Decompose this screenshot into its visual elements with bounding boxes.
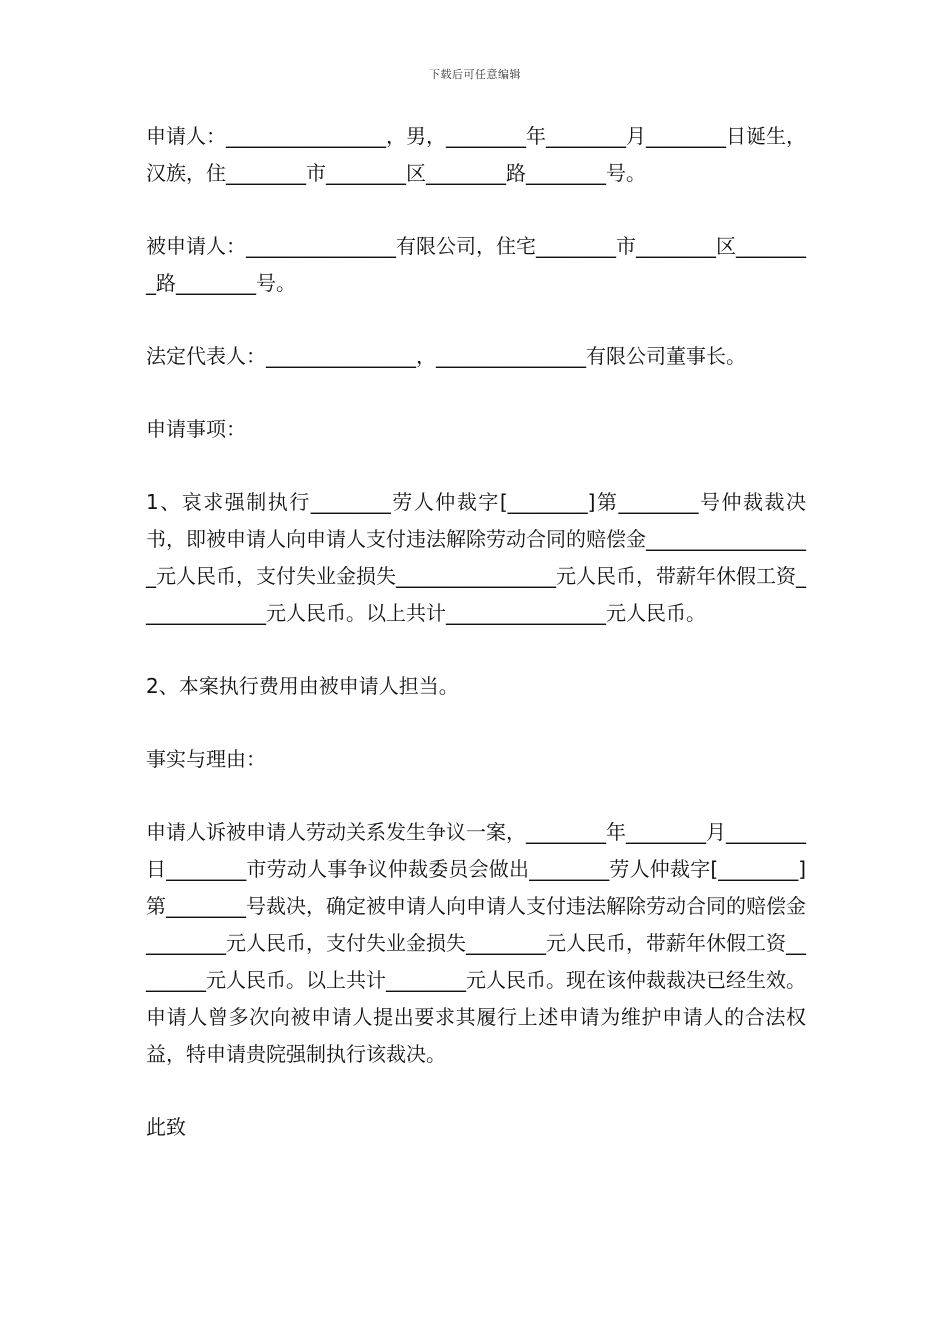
facts-heading: 事实与理由： xyxy=(146,747,266,771)
requests-heading: 申请事项： xyxy=(146,417,246,441)
facts-paragraph: 申请人诉被申请人劳动关系发生争议一案，________年________月________日________市劳动人事争议仲裁委员会做出________劳人仲裁字[________]第________号裁决，确定被申请人向申请人支付违法解除劳动合同的赔偿金________元人民币，支付失业金损失________元人民币，带薪年休假工资________元人民币。以上共计________元人民币。现在该仲裁裁决已经生效。申请人曾多次向被申请人提出要求其履行上述申请为维护申请人的合法权益，特申请贵院强制执行该裁决。 xyxy=(146,820,806,1066)
legal-representative-paragraph: 法定代表人：_______________，_______________有限公司董事长。 xyxy=(146,344,746,368)
respondent-paragraph: 被申请人：_______________有限公司，住宅________市________区________路________号。 xyxy=(146,234,806,295)
document-body xyxy=(146,118,806,1146)
request-item-2: 2、本案执行费用由被申请人担当。 xyxy=(146,674,459,698)
page-header: 下载后可任意编辑 xyxy=(429,68,521,81)
applicant-paragraph: 申请人：________________，男，________年________月________日诞生，汉族，住________市________区________路________号。 xyxy=(146,124,806,185)
request-item-1: 1、哀求强制执行________劳人仲裁字[________]第________号仲裁裁决书，即被申请人向申请人支付违法解除劳动合同的赔偿金_________________元人民币，支付失业金损失________________元人民币，带薪年休假工资_____________元人民币。以上共计________________元人民币。 xyxy=(146,490,806,625)
closing-salutation: 此致 xyxy=(146,1115,186,1139)
